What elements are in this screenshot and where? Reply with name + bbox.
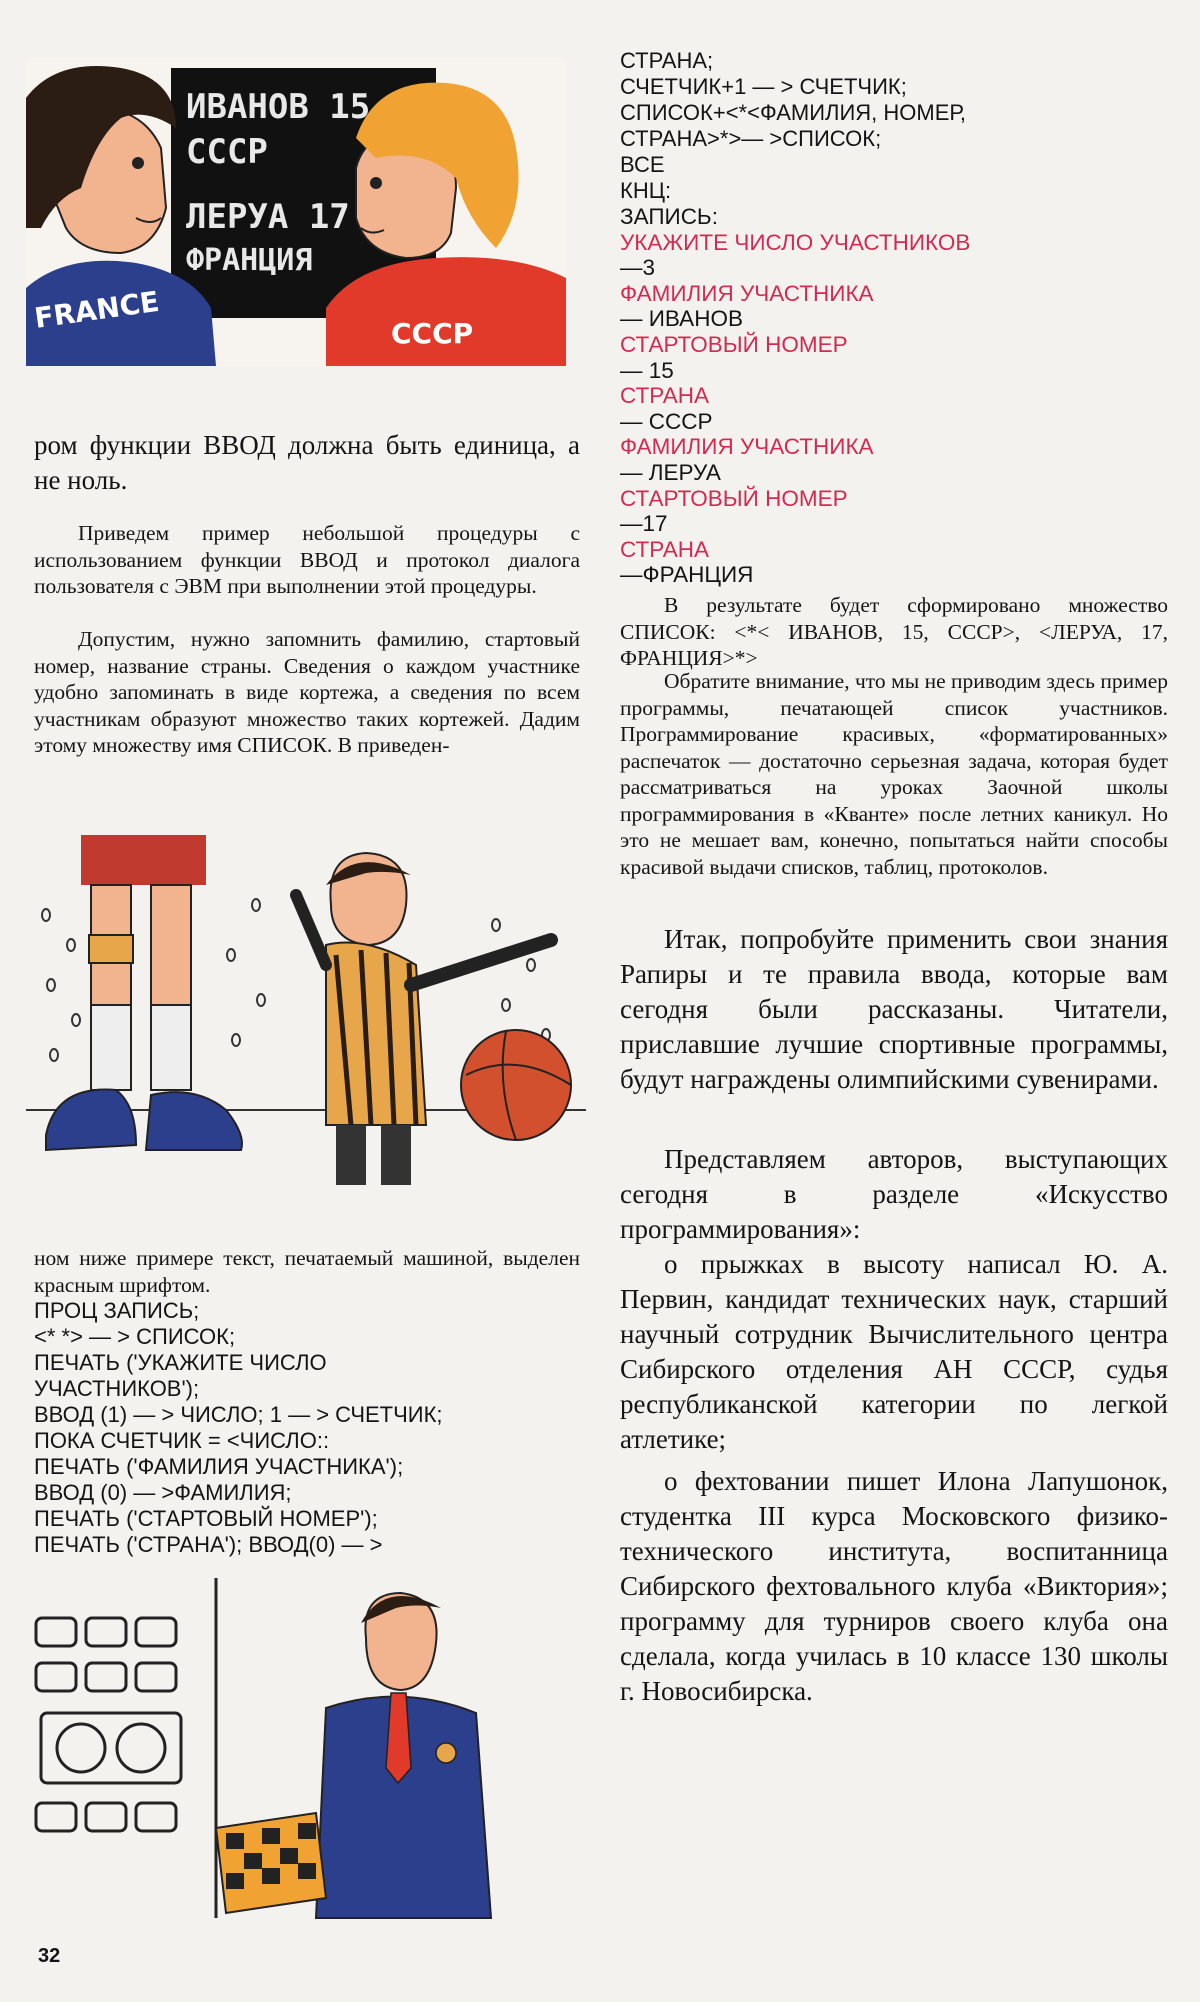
- protocol-user-line: ЗАПИСЬ:: [620, 204, 718, 229]
- code-line: УЧАСТНИКОВ');: [34, 1376, 200, 1401]
- paragraph-red-font-note: ном ниже примере текст, печатаемый машиной, выделен красным шрифтом.: [34, 1246, 580, 1297]
- scoreboard-line-3: ЛЕРУА 17: [186, 197, 350, 237]
- illustration-referee-basketball: [26, 835, 586, 1210]
- code-line: ПЕЧАТЬ ('СТРАНА'); ВВОД(0) — >: [34, 1532, 383, 1557]
- protocol-user-line: —3: [620, 255, 656, 281]
- protocol-user-line: — 15: [620, 357, 674, 383]
- paragraph-author-lapushonok: о фехтовании пишет Илона Лапушонок, студентка III курса Московского физико-технического института, воспитанница Сибирского фехтовального клуба «Виктория»; программу для турниров своего клуба она сделала, когда училась в 10 классе 130 школы г. Новосибирска.: [620, 1466, 1168, 1706]
- checkered-flag: [216, 1813, 326, 1913]
- scoreboard-line-4: ФРАНЦИЯ: [186, 243, 313, 278]
- athletes-scoreboard-drawing: [26, 58, 566, 366]
- paragraph-list-description: Допустим, нужно запомнить фамилию, стартовый номер, название страны. Сведения о каждом участнике удобно запоминать в виде кортежа, а сведения по всем участникам образуют множество таких кортежей. Дадим этому множеству имя СПИСОК. В приведен-: [34, 627, 580, 757]
- code-line: СПИСОК+<*<ФАМИЛИЯ, НОМЕР,: [620, 100, 966, 125]
- scoreboard-line-2: СССР: [186, 132, 268, 172]
- code-line: ПЕЧАТЬ ('СТАРТОВЫЙ НОМЕР');: [34, 1506, 378, 1531]
- athlete-ussr: [326, 83, 566, 366]
- intro-paragraph: ром функции ВВОД должна быть единица, а не ноль.: [34, 430, 580, 495]
- code-line: ПРОЦ ЗАПИСЬ;: [34, 1298, 200, 1323]
- shirt-label-france: FRANCE: [32, 284, 162, 335]
- paragraph-authors-intro: Представляем авторов, выступающих сегодня в разделе «Искусство программирования»:: [620, 1144, 1168, 1244]
- code-line: СТРАНА>*>— >СПИСОК;: [620, 126, 882, 151]
- referee-drawing: [26, 835, 586, 1210]
- illustration-official-flag: [26, 1578, 581, 1938]
- procedure-code-right: [620, 48, 1168, 204]
- protocol-machine-line: СТАРТОВЫЙ НОМЕР: [620, 485, 848, 511]
- paragraph-formatting-note: Обратите внимание, что мы не приводим здесь пример программы, печатающей список участников. Программирование красивых, «форматированных» распечаток — достаточно серьезная задача, которая будет рассматриваться на уроках Заочной школы программирования в «Кванте» после летних каникул. Но это не мешает вам, конечно, попытаться найти способы красивой выдачи списков, таблиц, протоколов.: [620, 669, 1168, 879]
- code-line: СЧЕТЧИК+1 — > СЧЕТЧИК;: [620, 74, 907, 99]
- code-line: ПЕЧАТЬ ('УКАЖИТЕ ЧИСЛО: [34, 1350, 327, 1375]
- code-line: ВСЕ: [620, 152, 665, 177]
- dialog-protocol: [620, 204, 1168, 588]
- code-line: ПЕЧАТЬ ('ФАМИЛИЯ УЧАСТНИКА');: [34, 1454, 404, 1479]
- official-drawing: [26, 1578, 581, 1938]
- procedure-code-left: [34, 1298, 580, 1558]
- protocol-user-line: —ФРАНЦИЯ: [620, 562, 754, 588]
- protocol-machine-line: ФАМИЛИЯ УЧАСТНИКА: [620, 280, 874, 306]
- protocol-machine-line: ФАМИЛИЯ УЧАСТНИКА: [620, 434, 874, 460]
- code-line: <* *> — > СПИСОК;: [34, 1324, 236, 1349]
- paragraph-result: В результате будет сформировано множество СПИСОК: <*< ИВАНОВ, 15, СССР>, <ЛЕРУА, 17, ФРАНЦИЯ>*>: [620, 593, 1168, 670]
- code-line: ПОКА СЧЕТЧИК = <ЧИСЛО::: [34, 1428, 330, 1453]
- protocol-user-line: —17: [620, 511, 668, 537]
- page-number: 32: [38, 1945, 61, 1967]
- protocol-machine-line: СТРАНА: [620, 536, 710, 562]
- paragraph-example-intro: Приведем пример небольшой процедуры с использованием функции ВВОД и протокол диалога пользователя с ЭВМ при выполнении этой процедуры.: [34, 521, 580, 598]
- code-line: ВВОД (0) — >ФАМИЛИЯ;: [34, 1480, 292, 1505]
- paragraph-call-to-action: Итак, попробуйте применить свои знания Рапиры и те правила ввода, которые вам сегодня были рассказаны. Читатели, приславшие лучшие спортивные программы, будут награждены олимпийскими сувенирами.: [620, 924, 1168, 1094]
- code-line: ВВОД (1) — > ЧИСЛО; 1 — > СЧЕТЧИК;: [34, 1402, 443, 1427]
- protocol-machine-line: СТРАНА: [620, 383, 710, 409]
- scoreboard-line-1: ИВАНОВ 15: [186, 87, 371, 127]
- protocol-machine-line: СТАРТОВЫЙ НОМЕР: [620, 331, 848, 357]
- code-line: СТРАНА;: [620, 48, 714, 73]
- protocol-user-line: — ИВАНОВ: [620, 306, 743, 332]
- protocol-user-line: — СССР: [620, 408, 713, 434]
- protocol-machine-line: УКАЖИТЕ ЧИСЛО УЧАСТНИКОВ: [620, 229, 971, 255]
- paragraph-author-pervin: о прыжках в высоту написал Ю. А. Первин, кандидат технических наук, старший научный сотрудник Вычислительного центра Сибирского отделения АН СССР, судья республиканской категории по легкой атлетике;: [620, 1249, 1168, 1454]
- illustration-athletes-scoreboard: [26, 58, 566, 366]
- code-line: КНЦ:: [620, 178, 672, 203]
- shirt-label-ussr: СССР: [391, 317, 474, 350]
- protocol-user-line: — ЛЕРУА: [620, 459, 721, 485]
